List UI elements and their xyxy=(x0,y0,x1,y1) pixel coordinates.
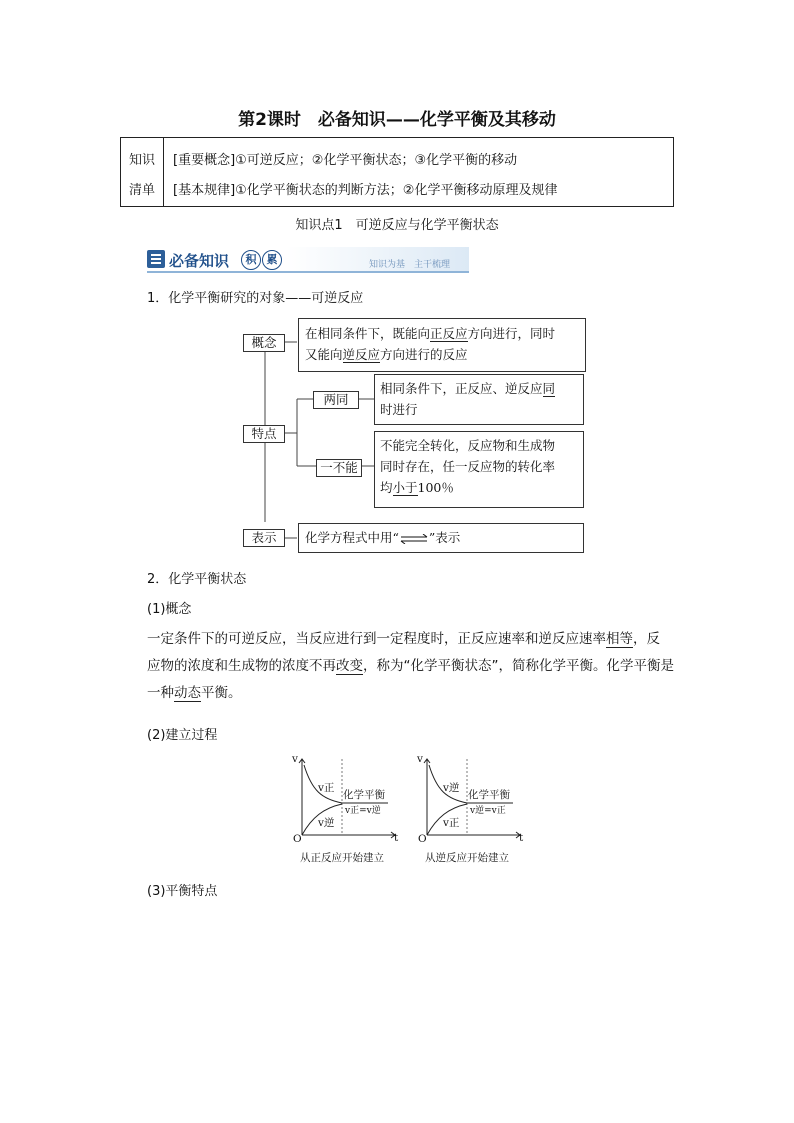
knowledge-list-box xyxy=(120,137,674,207)
part1-heading: 1．化学平衡研究的对象——可逆反应 xyxy=(147,291,364,306)
graph-reverse-upper-label: v逆 xyxy=(443,782,460,794)
same-text-c: 时进行 xyxy=(380,402,418,417)
knowledge-list-label-2: 清单 xyxy=(129,183,156,198)
knowledge-list-label-cell xyxy=(121,138,164,206)
graph-reverse-axis-v: v xyxy=(417,753,423,765)
term-change: 改变 xyxy=(336,658,363,674)
concept-text-d: 又能向 xyxy=(305,347,343,362)
graph-forward xyxy=(290,755,400,865)
paragraph-line-3: 一种动态平衡。 xyxy=(147,685,242,701)
representation-label-box xyxy=(243,529,285,547)
concept-text-box xyxy=(298,318,586,372)
same-text-box xyxy=(374,374,584,425)
knowledge-list-label-1: 知识 xyxy=(129,153,156,168)
banner-badge-1: 积 xyxy=(241,250,261,270)
cannot-text-c: 均 xyxy=(380,480,393,495)
cannot-text-less-than: 小于 xyxy=(392,480,418,495)
concept-text-f: 方向进行的反应 xyxy=(380,347,468,362)
banner-underline xyxy=(147,271,469,273)
paragraph-line-1: 一定条件下的可逆反应，当反应进行到一定程度时，正反应速率和逆反应速率相等，反 xyxy=(147,631,660,647)
graph-forward-axis-t: t xyxy=(394,832,399,844)
basic-rules: [基本规律]①化学平衡状态的判断方法；②化学平衡移动原理及规律 xyxy=(173,183,558,198)
term-dynamic: 动态 xyxy=(174,685,201,701)
sub-process-heading: (2)建立过程 xyxy=(147,728,218,743)
feature-label: 特点 xyxy=(251,426,277,441)
concept-text-c: 方向进行，同时 xyxy=(467,326,556,341)
graph-reverse-axis-t: t xyxy=(519,832,524,844)
concept-paragraph xyxy=(147,626,675,707)
cannot-text-b: 同时存在，任一反应物的转化率 xyxy=(380,459,556,474)
same-text-a: 相同条件下，正反应、逆反应 xyxy=(380,381,543,396)
graph-reverse-caption: 从逆反应开始建立 xyxy=(425,852,509,864)
part2-heading: 2．化学平衡状态 xyxy=(147,572,247,587)
graph-reverse-eq-title: 化学平衡 xyxy=(468,789,510,801)
graph-forward-lower-label: v逆 xyxy=(318,817,335,829)
sub-features-heading: (3)平衡特点 xyxy=(147,884,218,899)
section-banner xyxy=(147,247,469,273)
representation-label: 表示 xyxy=(251,530,277,545)
concept-label: 概念 xyxy=(251,335,277,350)
banner-badge-2: 累 xyxy=(262,250,282,270)
cannot-label-box xyxy=(316,459,362,477)
graph-reverse-eq-relation: v逆=v正 xyxy=(470,806,506,816)
graph-forward-upper-label: v正 xyxy=(318,782,335,794)
concept-label-box xyxy=(243,334,285,352)
banner-subtitle: 知识为基 主干梳理 xyxy=(369,260,451,270)
page-title: 第2课时 必备知识——化学平衡及其移动 xyxy=(238,110,556,130)
graph-reverse-origin: O xyxy=(418,833,427,845)
important-concepts: [重要概念]①可逆反应；②化学平衡状态；③化学平衡的移动 xyxy=(173,153,518,168)
concept-forward-reaction: 正反应 xyxy=(430,326,468,341)
same-label: 两同 xyxy=(323,392,349,407)
section-title: 知识点1 可逆反应与化学平衡状态 xyxy=(295,218,499,233)
concept-reverse-reaction: 逆反应 xyxy=(342,347,381,362)
cannot-text-box xyxy=(374,431,584,508)
graph-forward-eq-relation: v正=v逆 xyxy=(345,806,381,816)
cannot-text-e: 100％ xyxy=(417,480,454,495)
representation-text-a: 化学方程式中用“ xyxy=(305,530,399,545)
representation-text-box xyxy=(298,523,584,553)
cannot-text-a: 不能完全转化，反应物和生成物 xyxy=(380,438,556,453)
sub-concept-heading: (1)概念 xyxy=(147,602,192,617)
same-text-simultaneous: 同 xyxy=(542,381,556,396)
graph-reverse xyxy=(415,755,525,865)
list-icon xyxy=(147,250,165,268)
graph-forward-origin: O xyxy=(293,833,302,845)
graph-forward-axis-v: v xyxy=(292,753,298,765)
graph-forward-caption: 从正反应开始建立 xyxy=(300,852,384,864)
feature-label-box xyxy=(243,425,285,443)
cannot-label: 一不能 xyxy=(320,460,358,475)
paragraph-line-2: 应物的浓度和生成物的浓度不再改变，称为“化学平衡状态”，简称化学平衡。化学平衡是 xyxy=(147,658,674,674)
same-label-box xyxy=(313,391,359,409)
reversible-arrow-icon xyxy=(399,534,429,544)
banner-label: 必备知识 xyxy=(169,252,230,270)
representation-text-b: ”表示 xyxy=(428,530,461,545)
concept-text-a: 在相同条件下，既能向 xyxy=(305,326,431,341)
term-equal: 相等 xyxy=(606,631,633,647)
graph-reverse-lower-label: v正 xyxy=(443,817,460,829)
graph-forward-eq-title: 化学平衡 xyxy=(343,789,385,801)
